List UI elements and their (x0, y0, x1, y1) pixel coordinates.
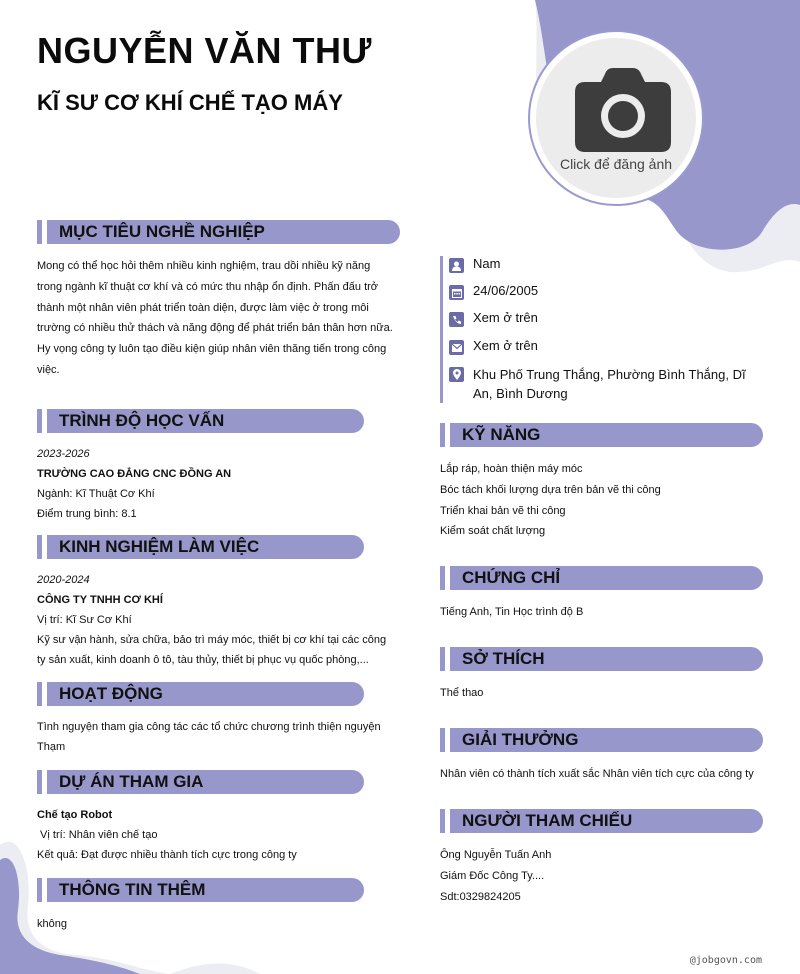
photo-upload[interactable] (528, 30, 704, 206)
job-title: KĨ SƯ CƠ KHÍ CHẾ TẠO MÁY (37, 90, 343, 115)
phone-icon (449, 312, 464, 327)
project-result: Kết quả: Đạt được nhiều thành tích cực trong công ty (37, 849, 297, 861)
experience-position: Vị trí: Kĩ Sư Cơ Khí (37, 614, 132, 626)
reference-name: Ông Nguyễn Tuấn Anh (440, 849, 552, 861)
extra-text: không (37, 918, 67, 930)
education-heading: TRÌNH ĐỘ HỌC VẤN (37, 409, 364, 433)
email-row: Xem ở trên (449, 338, 538, 355)
skill-item: Lắp ráp, hoàn thiện máy móc (440, 463, 583, 475)
photo-upload-label: Click để đăng ảnh (559, 156, 673, 172)
mail-icon (449, 340, 464, 355)
education-major: Ngành: Kĩ Thuật Cơ Khí (37, 488, 155, 500)
project-name: Chế tạo Robot (37, 809, 113, 821)
person-icon (449, 258, 464, 273)
skill-item: Bóc tách khối lượng dựa trên bản vẽ thi công (440, 483, 661, 496)
calendar-icon (449, 285, 464, 300)
gender-row: Nam (449, 256, 500, 273)
skills-heading: KỸ NĂNG (440, 423, 763, 447)
awards-text: Nhân viên có thành tích xuất sắc Nhân viên tích cực của công ty (440, 768, 754, 780)
experience-heading: KINH NGHIỆM LÀM VIỆC (37, 535, 364, 559)
company-name: CÔNG TY TNHH CƠ KHÍ (37, 594, 163, 606)
projects-section (37, 805, 407, 865)
skill-item: Kiểm soát chất lượng (440, 525, 546, 538)
experience-period: 2020-2024 (37, 574, 90, 586)
projects-heading: DỰ ÁN THAM GIA (37, 770, 364, 794)
activities-heading: HOẠT ĐỘNG (37, 682, 364, 706)
activities-text: Tình nguyện tham gia công tác các tổ chức chương trình thiện nguyện Thạm (37, 721, 381, 753)
location-pin-icon (449, 367, 464, 382)
objective-text: Mong có thể học hỏi thêm nhiều kinh nghiệm, trau dồi nhiều kỹ năng trong ngành kĩ thuật cơ khí và có mức thu nhập ổn định. Phấn đấu trở thành một nhân viên phát triển toàn diện, được làm việc ở trong môi trường có nhiều thử thách và năng động để phát triển bản thân hơn nữa. Hy vọng công ty luôn tạo điều kiện giúp nhân viên thăng tiến trong công việc. (37, 260, 393, 376)
reference-company: Giám Đốc Công Ty.... (440, 869, 545, 882)
hobbies-heading: SỞ THÍCH (440, 647, 763, 671)
education-section (37, 444, 407, 524)
references-section (440, 845, 770, 907)
references-heading: NGƯỜI THAM CHIẾU (440, 809, 763, 833)
project-role: Vị trí: Nhân viên chế tạo (37, 829, 158, 841)
camera-icon (575, 68, 671, 152)
phone-row: Xem ở trên (449, 310, 538, 327)
dob-row: 24/06/2005 (449, 283, 538, 300)
objective-heading: MỤC TIÊU NGHỀ NGHIỆP (37, 220, 400, 244)
experience-desc-1: Kỹ sư vận hành, sửa chữa, bảo trì máy móc, thiết bị cơ khí tại các công (37, 634, 387, 646)
awards-heading: GIẢI THƯỞNG (440, 728, 763, 752)
candidate-name: NGUYỄN VĂN THƯ (37, 30, 372, 71)
address-row: Khu Phố Trung Thắng, Phường Bình Thắng, Dĩ An, Bình Dương (449, 365, 749, 403)
experience-section (37, 570, 407, 670)
footer-watermark: @jobgovn.com (689, 955, 762, 966)
reference-phone: Sdt:0329824205 (440, 890, 521, 903)
skill-item: Triển khai bản vẽ thi công (440, 504, 566, 517)
experience-desc-2: ty sản xuất, kinh doanh ô tô, tàu thủy, thiết bị phục vụ quốc phòng,... (37, 654, 369, 666)
certificates-text: Tiếng Anh, Tin Học trình độ B (440, 606, 584, 618)
certificates-heading: CHỨNG CHỈ (440, 566, 763, 590)
education-period: 2023-2026 (37, 448, 90, 460)
hobbies-text: Thể thao (440, 687, 484, 699)
school-name: TRƯỜNG CAO ĐẲNG CNC ĐỒNG AN (37, 468, 232, 480)
extra-heading: THÔNG TIN THÊM (37, 878, 364, 902)
skills-list (440, 459, 770, 542)
education-gpa: Điểm trung bình: 8.1 (37, 508, 137, 520)
